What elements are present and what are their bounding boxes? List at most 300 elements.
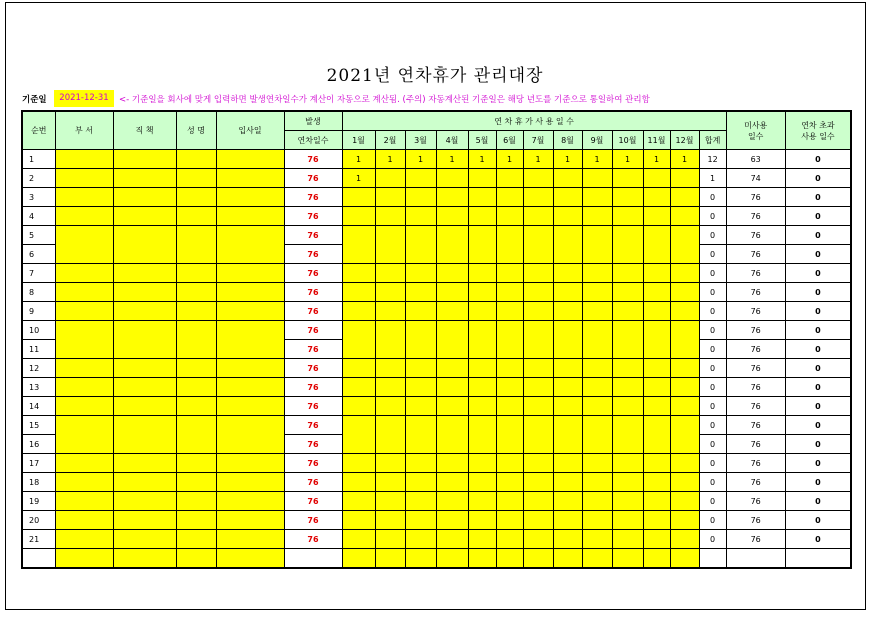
join-date-cell[interactable] [216,188,284,207]
month-use-cell[interactable] [523,188,553,207]
dept-cell[interactable] [55,454,113,473]
month-use-cell[interactable] [670,207,699,226]
month-use-cell[interactable] [436,169,468,188]
month-use-cell[interactable] [405,340,436,359]
month-use-cell[interactable] [375,397,405,416]
dept-cell[interactable] [55,207,113,226]
month-use-cell[interactable] [405,302,436,321]
join-date-cell[interactable] [216,321,284,340]
month-use-cell[interactable] [468,397,496,416]
month-use-cell[interactable] [523,416,553,435]
name-cell[interactable] [176,378,216,397]
month-use-cell[interactable] [523,435,553,454]
month-use-cell[interactable] [670,245,699,264]
month-use-cell[interactable] [612,169,643,188]
month-use-cell[interactable] [523,473,553,492]
month-use-cell[interactable] [468,207,496,226]
month-use-cell[interactable] [405,264,436,283]
month-use-cell[interactable] [468,435,496,454]
position-cell[interactable] [113,416,176,435]
month-use-cell[interactable] [582,264,612,283]
month-use-cell[interactable] [582,321,612,340]
month-use-cell[interactable] [375,264,405,283]
month-use-cell[interactable] [553,321,582,340]
name-cell[interactable] [176,302,216,321]
dept-cell[interactable] [55,473,113,492]
month-use-cell[interactable] [670,283,699,302]
dept-cell[interactable] [55,511,113,530]
month-use-cell[interactable] [643,283,670,302]
month-use-cell[interactable] [670,416,699,435]
month-use-cell[interactable] [375,283,405,302]
month-use-cell[interactable] [375,511,405,530]
position-cell[interactable] [113,511,176,530]
month-use-cell[interactable] [670,264,699,283]
name-cell[interactable] [176,416,216,435]
name-cell[interactable] [176,264,216,283]
month-use-cell[interactable] [468,530,496,549]
month-use-cell[interactable] [468,378,496,397]
position-cell[interactable] [113,321,176,340]
month-use-cell[interactable] [468,302,496,321]
join-date-cell[interactable] [216,207,284,226]
month-use-cell[interactable] [405,454,436,473]
name-cell[interactable] [176,283,216,302]
name-cell[interactable] [176,169,216,188]
name-cell[interactable] [176,530,216,549]
month-use-cell[interactable] [468,321,496,340]
month-use-cell[interactable] [523,226,553,245]
dept-cell[interactable] [55,378,113,397]
month-use-cell[interactable] [612,549,643,569]
position-cell[interactable] [113,473,176,492]
month-use-cell[interactable] [523,397,553,416]
month-use-cell[interactable] [643,340,670,359]
name-cell[interactable] [176,359,216,378]
dept-cell[interactable] [55,492,113,511]
join-date-cell[interactable] [216,511,284,530]
month-use-cell[interactable] [496,454,523,473]
month-use-cell[interactable] [436,321,468,340]
month-use-cell[interactable] [523,169,553,188]
name-cell[interactable] [176,321,216,340]
month-use-cell[interactable] [468,340,496,359]
month-use-cell[interactable] [643,321,670,340]
position-cell[interactable] [113,359,176,378]
month-use-cell[interactable] [612,321,643,340]
month-use-cell[interactable] [612,340,643,359]
month-use-cell[interactable] [342,435,375,454]
month-use-cell[interactable]: 1 [436,150,468,169]
month-use-cell[interactable] [468,511,496,530]
month-use-cell[interactable] [496,226,523,245]
month-use-cell[interactable]: 1 [612,150,643,169]
month-use-cell[interactable] [612,492,643,511]
month-use-cell[interactable] [405,207,436,226]
month-use-cell[interactable] [582,226,612,245]
month-use-cell[interactable] [436,188,468,207]
month-use-cell[interactable]: 1 [405,150,436,169]
month-use-cell[interactable] [553,340,582,359]
month-use-cell[interactable] [375,359,405,378]
month-use-cell[interactable]: 1 [496,150,523,169]
month-use-cell[interactable] [582,378,612,397]
month-use-cell[interactable] [553,264,582,283]
month-use-cell[interactable] [643,435,670,454]
month-use-cell[interactable] [375,340,405,359]
month-use-cell[interactable] [436,264,468,283]
position-cell[interactable] [113,549,176,569]
join-date-cell[interactable] [216,549,284,569]
month-use-cell[interactable] [643,416,670,435]
month-use-cell[interactable] [405,359,436,378]
month-use-cell[interactable] [436,359,468,378]
month-use-cell[interactable] [342,492,375,511]
name-cell[interactable] [176,188,216,207]
join-date-cell[interactable] [216,359,284,378]
month-use-cell[interactable]: 1 [468,150,496,169]
month-use-cell[interactable] [468,169,496,188]
month-use-cell[interactable] [612,454,643,473]
month-use-cell[interactable] [436,511,468,530]
month-use-cell[interactable] [670,530,699,549]
month-use-cell[interactable] [523,549,553,569]
month-use-cell[interactable] [643,378,670,397]
month-use-cell[interactable] [405,283,436,302]
month-use-cell[interactable] [553,378,582,397]
month-use-cell[interactable] [436,283,468,302]
month-use-cell[interactable] [405,188,436,207]
month-use-cell[interactable] [496,473,523,492]
month-use-cell[interactable] [523,359,553,378]
name-cell[interactable] [176,340,216,359]
month-use-cell[interactable] [342,397,375,416]
month-use-cell[interactable] [496,340,523,359]
month-use-cell[interactable] [643,454,670,473]
position-cell[interactable] [113,226,176,245]
month-use-cell[interactable] [496,416,523,435]
month-use-cell[interactable] [670,511,699,530]
dept-cell[interactable] [55,321,113,340]
month-use-cell[interactable] [523,492,553,511]
month-use-cell[interactable] [643,549,670,569]
month-use-cell[interactable] [582,549,612,569]
month-use-cell[interactable] [436,549,468,569]
join-date-cell[interactable] [216,283,284,302]
month-use-cell[interactable] [643,169,670,188]
month-use-cell[interactable] [436,454,468,473]
month-use-cell[interactable] [405,321,436,340]
month-use-cell[interactable] [553,188,582,207]
month-use-cell[interactable] [405,511,436,530]
month-use-cell[interactable] [670,473,699,492]
month-use-cell[interactable] [375,435,405,454]
month-use-cell[interactable] [468,283,496,302]
month-use-cell[interactable] [405,492,436,511]
position-cell[interactable] [113,207,176,226]
name-cell[interactable] [176,397,216,416]
month-use-cell[interactable] [523,245,553,264]
month-use-cell[interactable] [496,302,523,321]
month-use-cell[interactable] [375,454,405,473]
month-use-cell[interactable] [342,302,375,321]
month-use-cell[interactable] [612,188,643,207]
dept-cell[interactable] [55,549,113,569]
dept-cell[interactable] [55,188,113,207]
month-use-cell[interactable] [553,226,582,245]
month-use-cell[interactable] [612,283,643,302]
month-use-cell[interactable] [612,226,643,245]
month-use-cell[interactable] [612,530,643,549]
month-use-cell[interactable] [582,207,612,226]
month-use-cell[interactable] [405,169,436,188]
month-use-cell[interactable] [612,397,643,416]
month-use-cell[interactable] [670,454,699,473]
month-use-cell[interactable] [582,188,612,207]
month-use-cell[interactable] [523,454,553,473]
month-use-cell[interactable] [523,283,553,302]
month-use-cell[interactable] [468,473,496,492]
month-use-cell[interactable] [342,530,375,549]
position-cell[interactable] [113,492,176,511]
month-use-cell[interactable] [405,378,436,397]
month-use-cell[interactable] [436,492,468,511]
month-use-cell[interactable] [643,511,670,530]
month-use-cell[interactable] [436,378,468,397]
month-use-cell[interactable] [670,378,699,397]
month-use-cell[interactable] [375,188,405,207]
join-date-cell[interactable] [216,226,284,245]
month-use-cell[interactable]: 1 [523,150,553,169]
month-use-cell[interactable] [496,245,523,264]
join-date-cell[interactable] [216,340,284,359]
month-use-cell[interactable] [436,302,468,321]
month-use-cell[interactable] [342,226,375,245]
join-date-cell[interactable] [216,245,284,264]
position-cell[interactable] [113,169,176,188]
month-use-cell[interactable] [553,302,582,321]
month-use-cell[interactable] [612,416,643,435]
month-use-cell[interactable] [670,226,699,245]
month-use-cell[interactable] [342,359,375,378]
month-use-cell[interactable] [468,226,496,245]
month-use-cell[interactable] [582,473,612,492]
month-use-cell[interactable] [405,473,436,492]
month-use-cell[interactable] [496,511,523,530]
month-use-cell[interactable] [582,245,612,264]
month-use-cell[interactable] [523,264,553,283]
month-use-cell[interactable] [523,321,553,340]
name-cell[interactable] [176,435,216,454]
month-use-cell[interactable] [643,397,670,416]
dept-cell[interactable] [55,416,113,435]
join-date-cell[interactable] [216,264,284,283]
name-cell[interactable] [176,150,216,169]
name-cell[interactable] [176,511,216,530]
month-use-cell[interactable] [670,302,699,321]
month-use-cell[interactable] [670,359,699,378]
month-use-cell[interactable] [643,492,670,511]
position-cell[interactable] [113,264,176,283]
month-use-cell[interactable] [612,245,643,264]
month-use-cell[interactable] [405,245,436,264]
month-use-cell[interactable] [670,492,699,511]
month-use-cell[interactable] [553,454,582,473]
month-use-cell[interactable] [468,264,496,283]
position-cell[interactable] [113,283,176,302]
month-use-cell[interactable] [582,359,612,378]
month-use-cell[interactable] [375,302,405,321]
join-date-cell[interactable] [216,435,284,454]
month-use-cell[interactable] [436,397,468,416]
month-use-cell[interactable] [582,492,612,511]
month-use-cell[interactable] [436,435,468,454]
month-use-cell[interactable] [582,169,612,188]
month-use-cell[interactable] [468,416,496,435]
month-use-cell[interactable] [612,359,643,378]
month-use-cell[interactable] [342,454,375,473]
month-use-cell[interactable] [582,530,612,549]
join-date-cell[interactable] [216,416,284,435]
month-use-cell[interactable] [670,397,699,416]
dept-cell[interactable] [55,226,113,245]
month-use-cell[interactable] [405,397,436,416]
month-use-cell[interactable] [523,302,553,321]
month-use-cell[interactable] [375,473,405,492]
month-use-cell[interactable] [375,530,405,549]
month-use-cell[interactable] [582,454,612,473]
month-use-cell[interactable] [553,435,582,454]
join-date-cell[interactable] [216,378,284,397]
month-use-cell[interactable] [436,207,468,226]
name-cell[interactable] [176,492,216,511]
month-use-cell[interactable] [553,169,582,188]
position-cell[interactable] [113,397,176,416]
month-use-cell[interactable]: 1 [582,150,612,169]
month-use-cell[interactable] [375,416,405,435]
month-use-cell[interactable] [375,378,405,397]
month-use-cell[interactable] [553,207,582,226]
month-use-cell[interactable] [375,245,405,264]
position-cell[interactable] [113,150,176,169]
month-use-cell[interactable] [553,283,582,302]
month-use-cell[interactable] [468,549,496,569]
month-use-cell[interactable] [582,340,612,359]
month-use-cell[interactable] [468,359,496,378]
month-use-cell[interactable] [612,378,643,397]
month-use-cell[interactable] [643,302,670,321]
join-date-cell[interactable] [216,492,284,511]
month-use-cell[interactable] [553,245,582,264]
month-use-cell[interactable] [643,530,670,549]
month-use-cell[interactable] [553,549,582,569]
month-use-cell[interactable] [436,340,468,359]
month-use-cell[interactable] [342,511,375,530]
position-cell[interactable] [113,188,176,207]
month-use-cell[interactable] [405,530,436,549]
dept-cell[interactable] [55,340,113,359]
dept-cell[interactable] [55,359,113,378]
month-use-cell[interactable] [612,302,643,321]
month-use-cell[interactable] [612,473,643,492]
name-cell[interactable] [176,549,216,569]
month-use-cell[interactable] [612,207,643,226]
dept-cell[interactable] [55,302,113,321]
month-use-cell[interactable] [582,302,612,321]
month-use-cell[interactable] [496,169,523,188]
position-cell[interactable] [113,340,176,359]
month-use-cell[interactable] [496,264,523,283]
month-use-cell[interactable] [496,378,523,397]
month-use-cell[interactable] [523,378,553,397]
month-use-cell[interactable] [436,473,468,492]
month-use-cell[interactable] [436,416,468,435]
dept-cell[interactable] [55,245,113,264]
month-use-cell[interactable] [643,188,670,207]
month-use-cell[interactable] [496,283,523,302]
month-use-cell[interactable]: 1 [375,150,405,169]
dept-cell[interactable] [55,264,113,283]
dept-cell[interactable] [55,530,113,549]
month-use-cell[interactable] [342,264,375,283]
month-use-cell[interactable]: 1 [342,150,375,169]
month-use-cell[interactable] [582,435,612,454]
month-use-cell[interactable] [670,435,699,454]
month-use-cell[interactable] [342,188,375,207]
month-use-cell[interactable] [643,245,670,264]
month-use-cell[interactable] [342,321,375,340]
month-use-cell[interactable] [436,245,468,264]
month-use-cell[interactable] [496,207,523,226]
month-use-cell[interactable] [612,264,643,283]
month-use-cell[interactable] [643,473,670,492]
month-use-cell[interactable] [468,245,496,264]
month-use-cell[interactable] [468,454,496,473]
month-use-cell[interactable] [342,416,375,435]
month-use-cell[interactable] [375,549,405,569]
dept-cell[interactable] [55,283,113,302]
name-cell[interactable] [176,473,216,492]
month-use-cell[interactable] [670,321,699,340]
dept-cell[interactable] [55,169,113,188]
month-use-cell[interactable] [523,340,553,359]
month-use-cell[interactable] [496,188,523,207]
join-date-cell[interactable] [216,454,284,473]
month-use-cell[interactable]: 1 [643,150,670,169]
month-use-cell[interactable] [496,492,523,511]
month-use-cell[interactable] [523,530,553,549]
month-use-cell[interactable] [670,169,699,188]
month-use-cell[interactable] [375,226,405,245]
month-use-cell[interactable] [405,549,436,569]
join-date-cell[interactable] [216,530,284,549]
month-use-cell[interactable]: 1 [342,169,375,188]
month-use-cell[interactable] [496,435,523,454]
month-use-cell[interactable] [670,549,699,569]
month-use-cell[interactable] [582,397,612,416]
month-use-cell[interactable] [496,549,523,569]
month-use-cell[interactable]: 1 [553,150,582,169]
month-use-cell[interactable] [643,207,670,226]
month-use-cell[interactable] [468,188,496,207]
name-cell[interactable] [176,226,216,245]
month-use-cell[interactable] [496,321,523,340]
position-cell[interactable] [113,302,176,321]
month-use-cell[interactable] [523,207,553,226]
basis-date-cell[interactable]: 2021-12-31 [54,90,114,107]
month-use-cell[interactable] [582,283,612,302]
month-use-cell[interactable] [375,169,405,188]
